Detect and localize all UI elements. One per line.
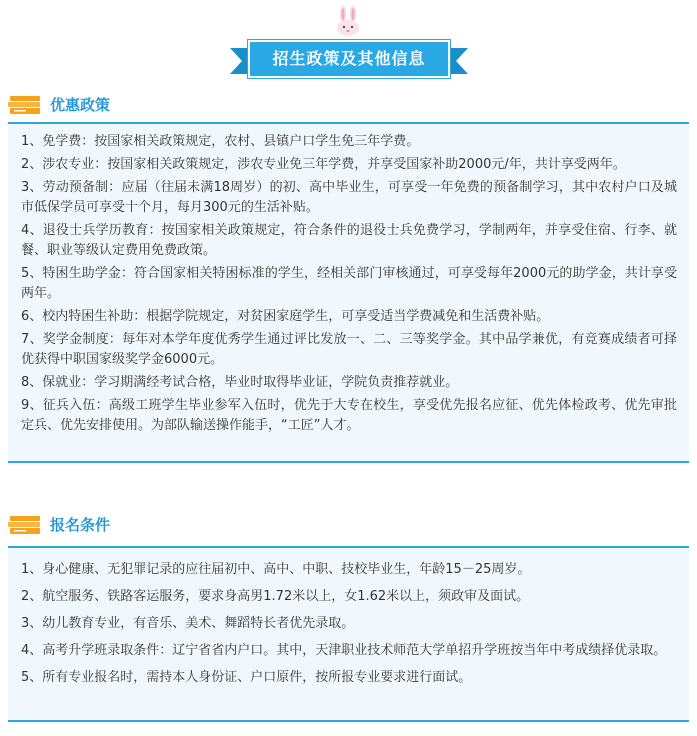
list-item: 5、所有专业报名时，需持本人身份证、户口原件，按所报专业要求进行面试。 [21,670,472,685]
list-item: 2、航空服务、铁路客运服务，要求身高男1.72米以上，女1.62米以上，须政审及面试。 [21,589,530,604]
list-item: 9、征兵入伍：高级工班学生毕业参军入伍时，优先于大专在校生，享受优先报名应征、优先体检政考、优先审批定兵、优先安排使用。为部队输送操作能手，“工匠”人才。 [21,398,677,433]
requirements-panel [8,546,689,722]
list-item: 6、校内特困生补助：根据学院规定，对贫困家庭学生，可享受适当学费减免和生活费补贴。 [21,309,550,324]
benefits-panel [8,122,689,463]
list-item: 3、劳动预备制：应届（往届未满18周岁）的初、高中毕业生，可享受一年免费的预备制学习，其中农村户口及城市低保学员可享受十个月，每月300元的生活补贴。 [21,180,677,215]
section-title: 报名条件 [50,516,111,534]
document-stack-icon [8,94,42,116]
banner-tail-right [448,48,468,74]
list-item: 8、保就业：学习期满经考试合格，毕业时取得毕业证，学院负责推荐就业。 [21,375,459,390]
section-title: 优惠政策 [50,96,111,114]
header-banner [230,36,468,82]
list-item: 4、高考升学班录取条件：辽宁省省内户口。其中，天津职业技术师范大学单招升学班按当年中考成绩择优录取。 [21,643,667,658]
bunny-mascot-icon [331,6,365,36]
list-item: 3、幼儿教育专业，有音乐、美术、舞蹈特长者优先录取。 [21,616,355,631]
section-header-requirements [8,512,688,538]
list-item: 2、涉农专业：按国家相关政策规定，涉农专业免三年学费，并享受国家补助2000元/年，共计享受两年。 [21,157,626,172]
list-item: 1、身心健康、无犯罪记录的应往届初中、高中、中职、技校毕业生，年龄15－25周岁。 [21,562,531,577]
list-item: 4、退役士兵学历教育：按国家相关政策规定，符合条件的退役士兵免费学习，学制两年，并享受住宿、行李、就餐、职业等级认定费用免费政策。 [21,223,677,258]
list-item: 5、特困生助学金：符合国家相关特困标准的学生，经相关部门审核通过，可享受每年2000元的助学金，共计享受两年。 [21,266,677,301]
list-item: 1、免学费：按国家相关政策规定，农村、县镇户口学生免三年学费。 [21,134,420,149]
page-title: 招生政策及其他信息 [272,49,426,68]
list-item: 7、奖学金制度：每年对本学年度优秀学生通过评比发放一、二、三等奖学金。其中品学兼优，有竞赛成绩者可择优获得中职国家级奖学金6000元。 [21,332,677,367]
document-stack-icon [8,514,42,536]
section-header-benefits [8,92,688,118]
banner-tail-left [230,48,250,74]
